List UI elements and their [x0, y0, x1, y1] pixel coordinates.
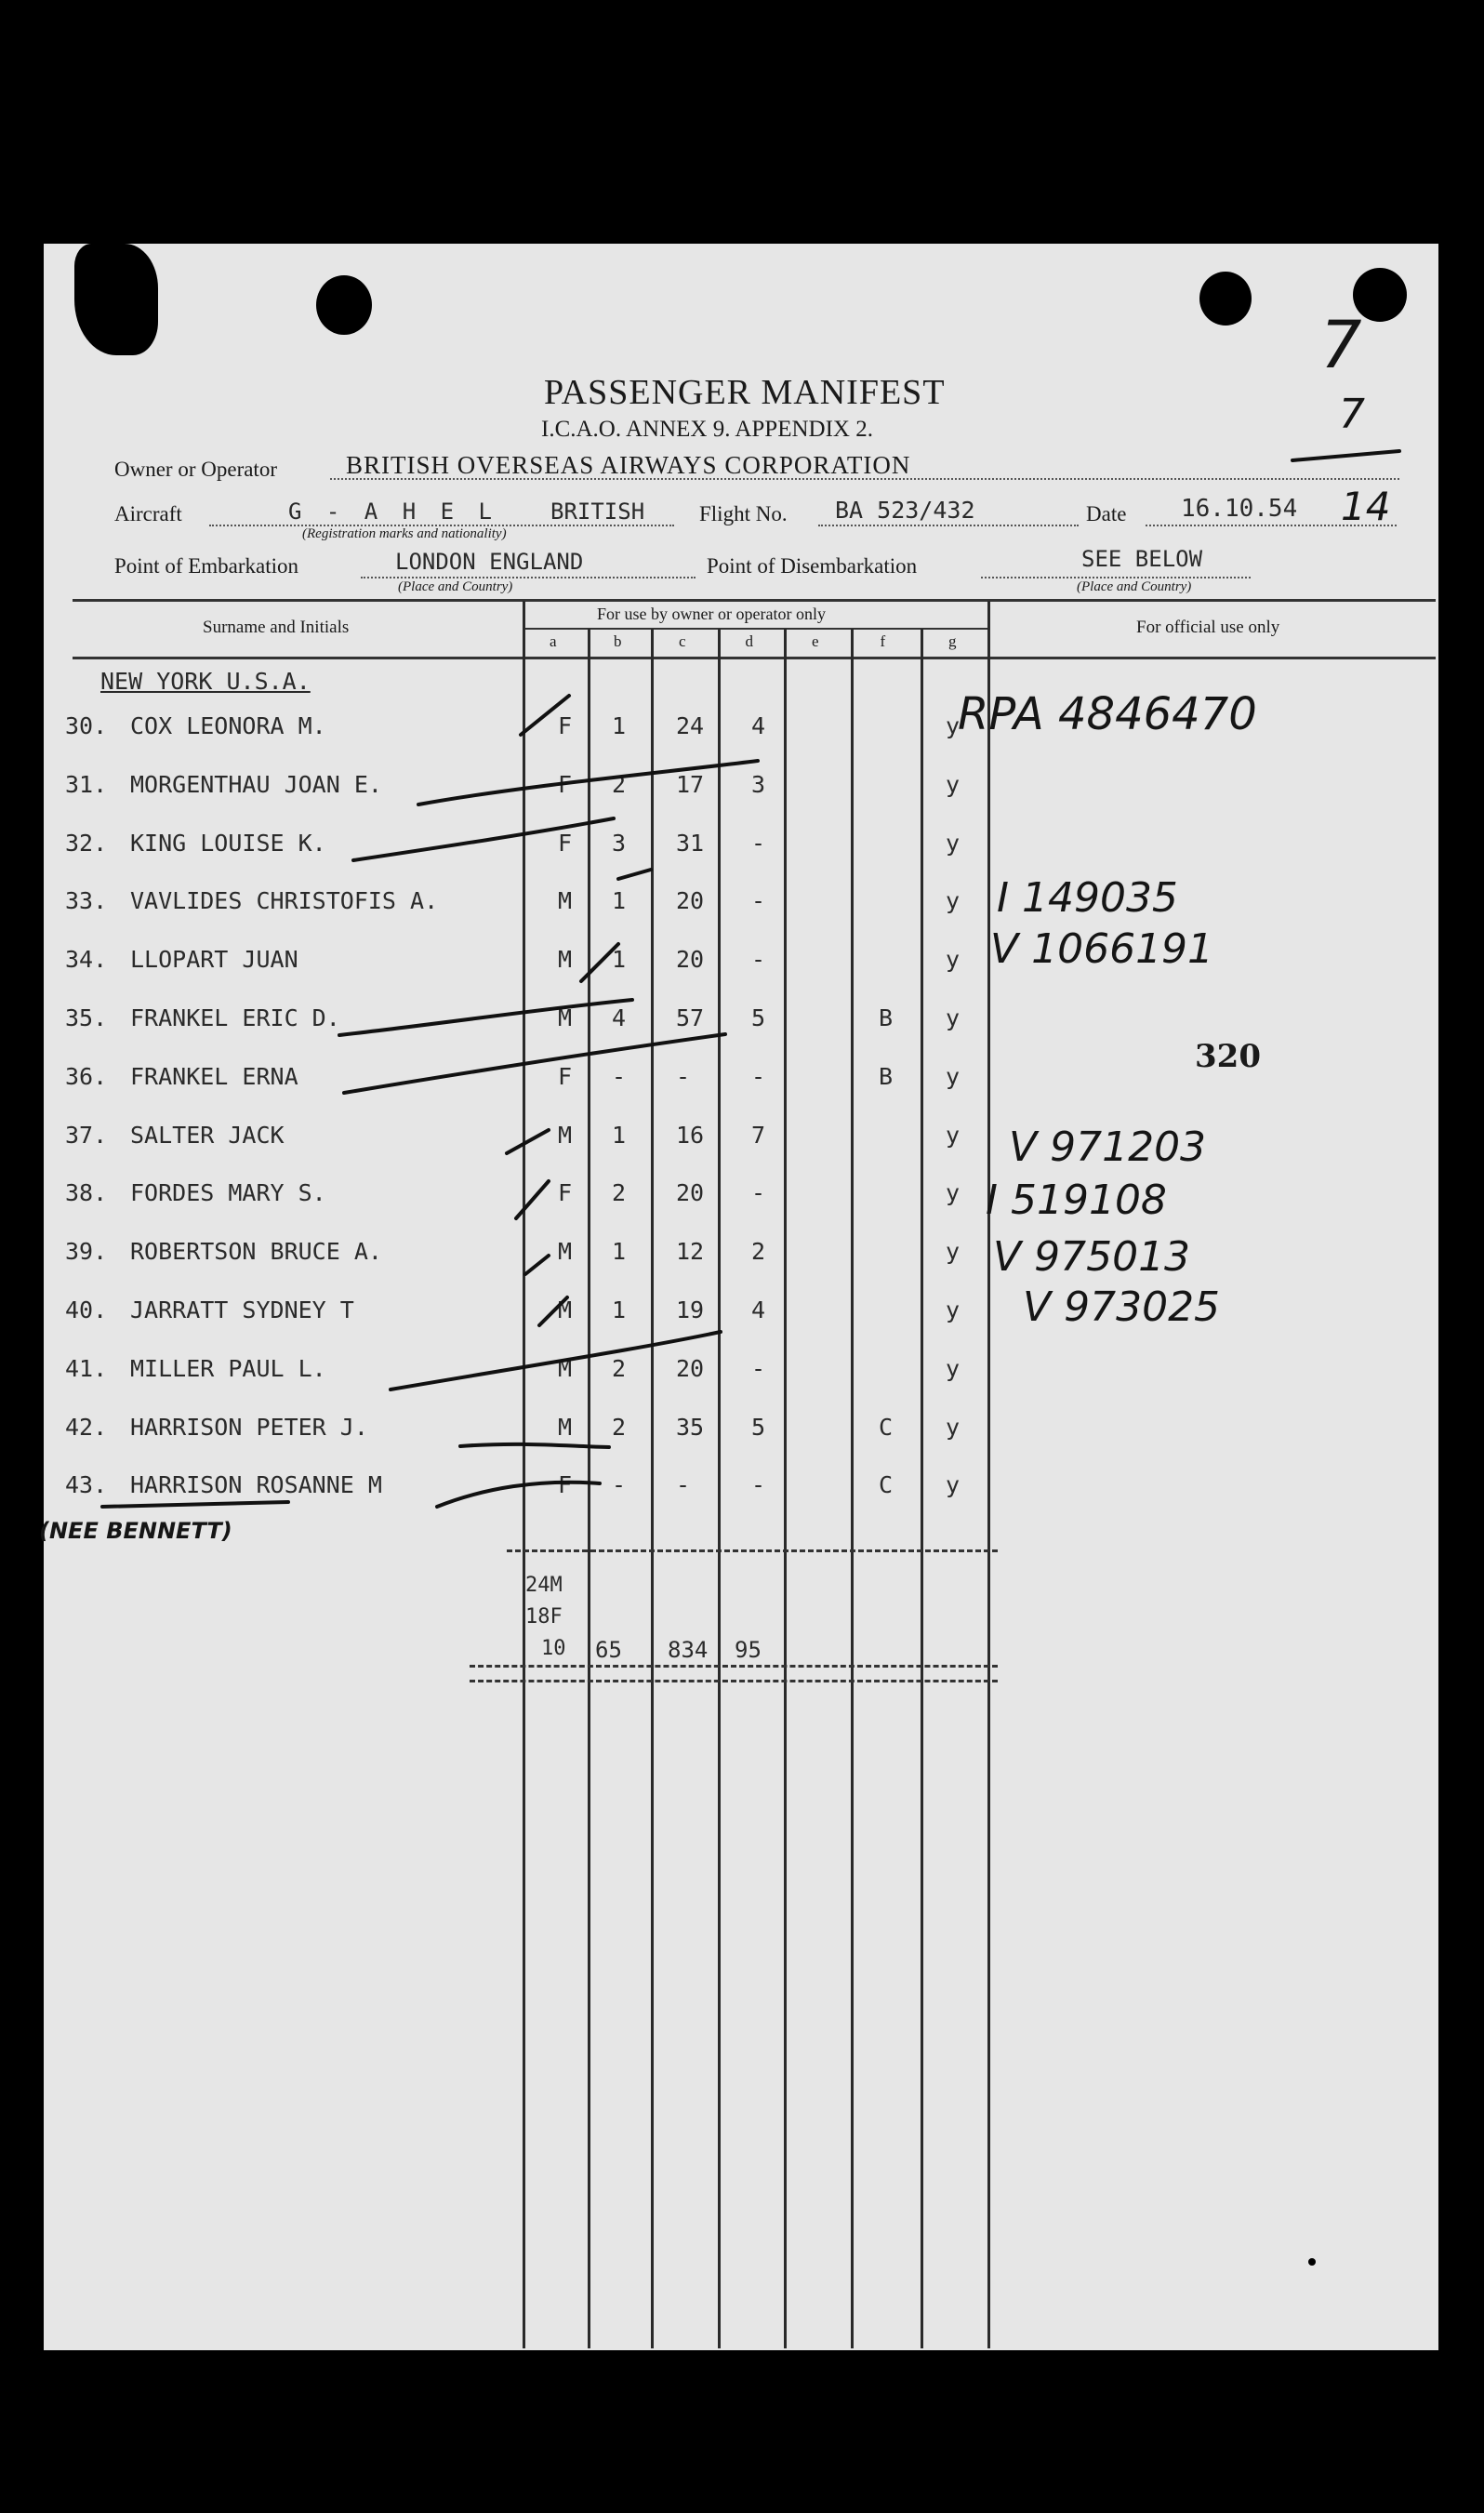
cell-d: 7	[751, 1122, 766, 1149]
row-number: 33.	[65, 887, 108, 914]
cell-b: 2	[612, 771, 627, 798]
date-label: Date	[1086, 502, 1127, 525]
passenger-name: JARRATT SYDNEY T	[130, 1296, 354, 1323]
passenger-name: COX LEONORA M.	[130, 712, 326, 739]
official-note-1: I 149035	[997, 874, 1178, 922]
passenger-name: SALTER JACK	[130, 1122, 285, 1149]
cell-d: 3	[751, 771, 766, 798]
column-surname: Surname and Initials	[203, 618, 350, 637]
official-note-3: V 971203	[1009, 1124, 1207, 1171]
cell-g: y	[946, 1179, 961, 1206]
cell-g: y	[946, 771, 961, 798]
flight-value: BA 523/432	[835, 497, 975, 524]
disembark-value: SEE BELOW	[1081, 546, 1203, 572]
cell-b: 3	[612, 830, 627, 857]
cell-g: y	[946, 887, 961, 914]
row-number: 30.	[65, 712, 108, 739]
row-number: 34.	[65, 946, 108, 973]
cell-b: -	[612, 1471, 627, 1498]
cell-g: y	[946, 1238, 961, 1265]
cell-g: y	[946, 830, 961, 857]
cell-sex: M	[558, 887, 573, 914]
cell-g: y	[946, 1355, 961, 1382]
cell-sex: F	[558, 771, 573, 798]
cell-d: -	[751, 1179, 766, 1206]
aircraft-label: Aircraft	[114, 502, 182, 525]
cell-c: 31	[676, 830, 705, 857]
row-number: 35.	[65, 1004, 108, 1031]
cell-b: 1	[612, 1296, 627, 1323]
cell-sex: F	[558, 1471, 573, 1498]
cell-sex: F	[558, 1063, 573, 1090]
embark-label: Point of Embarkation	[114, 554, 299, 578]
row-number: 32.	[65, 830, 108, 857]
cell-g: y	[946, 1414, 961, 1441]
cell-c: 20	[676, 1179, 705, 1206]
passenger-name: ROBERTSON BRUCE A.	[130, 1238, 382, 1265]
sub-column-f: f	[880, 632, 886, 650]
flight-label: Flight No.	[699, 502, 788, 525]
column-official: For official use only	[1136, 618, 1280, 637]
total-a: 10	[541, 1637, 566, 1660]
official-note-4: I 519108	[986, 1177, 1167, 1224]
cell-f: C	[879, 1414, 894, 1441]
cell-b: 2	[612, 1179, 627, 1206]
owner-label: Owner or Operator	[114, 458, 277, 481]
sub-column-c: c	[679, 632, 686, 650]
cell-g: y	[946, 1063, 961, 1090]
cell-g: y	[946, 1471, 961, 1498]
cell-sex: M	[558, 1004, 573, 1031]
cell-c: 20	[676, 887, 705, 914]
corner-mark-2: 7	[1339, 391, 1365, 438]
cell-b: 1	[612, 1122, 627, 1149]
sub-column-e: e	[812, 632, 819, 650]
cell-sex: M	[558, 1296, 573, 1323]
page-title: PASSENGER MANIFEST	[544, 373, 946, 412]
cell-d: 4	[751, 712, 766, 739]
row-number: 37.	[65, 1122, 108, 1149]
cell-g: y	[946, 1004, 961, 1031]
passenger-name: KING LOUISE K.	[130, 830, 326, 857]
cell-sex: F	[558, 830, 573, 857]
sub-column-d: d	[745, 632, 753, 650]
cell-sex: M	[558, 1355, 573, 1382]
cell-b: 2	[612, 1414, 627, 1441]
cell-f: B	[879, 1063, 894, 1090]
cell-c: 19	[676, 1296, 705, 1323]
cell-b: 1	[612, 1238, 627, 1265]
sub-column-b: b	[614, 632, 622, 650]
passenger-name: HARRISON PETER J.	[130, 1414, 368, 1441]
cell-b: 1	[612, 946, 627, 973]
total-males: 24M	[525, 1574, 563, 1597]
page-subtitle: I.C.A.O. ANNEX 9. APPENDIX 2.	[541, 417, 873, 442]
passenger-name: LLOPART JUAN	[130, 946, 298, 973]
cell-c: 17	[676, 771, 705, 798]
cell-b: -	[612, 1063, 627, 1090]
section-heading: NEW YORK U.S.A.	[100, 668, 311, 695]
cell-d: -	[751, 1355, 766, 1382]
cell-g: y	[946, 1296, 961, 1323]
passenger-name: VAVLIDES CHRISTOFIS A.	[130, 887, 439, 914]
cell-f: C	[879, 1471, 894, 1498]
cell-sex: F	[558, 1179, 573, 1206]
cell-d: 4	[751, 1296, 766, 1323]
total-c: 834	[668, 1637, 709, 1663]
row-number: 39.	[65, 1238, 108, 1265]
passenger-name: FRANKEL ERNA	[130, 1063, 298, 1090]
official-note-rpa: RPA 4846470	[958, 688, 1257, 740]
cell-b: 2	[612, 1355, 627, 1382]
cell-d: -	[751, 1471, 766, 1498]
cell-sex: M	[558, 1122, 573, 1149]
sub-column-g: g	[948, 632, 957, 650]
passenger-name: FRANKEL ERIC D.	[130, 1004, 340, 1031]
aircraft-nationality: BRITISH	[550, 499, 645, 525]
cell-sex: M	[558, 1238, 573, 1265]
cell-c: -	[676, 1063, 691, 1090]
row-number: 43.	[65, 1471, 108, 1498]
passenger-name: MILLER PAUL L.	[130, 1355, 326, 1382]
cell-c: -	[676, 1471, 691, 1498]
row-number: 42.	[65, 1414, 108, 1441]
sub-column-a: a	[550, 632, 557, 650]
passenger-name: MORGENTHAU JOAN E.	[130, 771, 382, 798]
row-number: 38.	[65, 1179, 108, 1206]
aircraft-note: (Registration marks and nationality)	[302, 526, 507, 541]
cell-sex: F	[558, 712, 573, 739]
total-females: 18F	[525, 1605, 563, 1629]
cell-d: -	[751, 887, 766, 914]
row-number: 41.	[65, 1355, 108, 1382]
passenger-name: FORDES MARY S.	[130, 1179, 326, 1206]
row-number: 36.	[65, 1063, 108, 1090]
total-d: 95	[735, 1637, 762, 1663]
official-note-6: V 973025	[1023, 1283, 1221, 1331]
column-owner-use: For use by owner or operator only	[597, 605, 826, 623]
aircraft-value: G - A H E L	[288, 499, 497, 525]
cell-c: 35	[676, 1414, 705, 1441]
cell-c: 20	[676, 1355, 705, 1382]
disembark-label: Point of Disembarkation	[707, 554, 918, 578]
cell-g: y	[946, 946, 961, 973]
official-note-320: 320	[1195, 1038, 1261, 1075]
cell-sex: M	[558, 946, 573, 973]
official-note-2: V 1066191	[990, 925, 1214, 973]
corner-mark-3: 14	[1341, 484, 1391, 529]
cell-d: -	[751, 830, 766, 857]
cell-d: 2	[751, 1238, 766, 1265]
corner-mark-1: 7	[1320, 307, 1362, 383]
cell-c: 20	[676, 946, 705, 973]
cell-c: 12	[676, 1238, 705, 1265]
cell-g: y	[946, 1122, 961, 1149]
maiden-name-note: (NEE BENNETT)	[39, 1518, 232, 1544]
speck	[1308, 2258, 1316, 2266]
cell-c: 16	[676, 1122, 705, 1149]
embark-value: LONDON ENGLAND	[395, 549, 584, 575]
passenger-name: HARRISON ROSANNE M	[130, 1471, 382, 1498]
cell-b: 1	[612, 887, 627, 914]
cell-d: 5	[751, 1004, 766, 1031]
date-value: 16.10.54	[1181, 495, 1298, 523]
row-number: 40.	[65, 1296, 108, 1323]
cell-c: 24	[676, 712, 705, 739]
owner-value: BRITISH OVERSEAS AIRWAYS CORPORATION	[346, 451, 911, 479]
total-b: 65	[595, 1637, 622, 1663]
cell-f: B	[879, 1004, 894, 1031]
cell-b: 4	[612, 1004, 627, 1031]
disembark-note: (Place and Country)	[1077, 579, 1192, 594]
row-number: 31.	[65, 771, 108, 798]
cell-d: 5	[751, 1414, 766, 1441]
cell-b: 1	[612, 712, 627, 739]
embark-note: (Place and Country)	[398, 579, 513, 594]
cell-c: 57	[676, 1004, 705, 1031]
official-note-5: V 975013	[993, 1233, 1191, 1281]
cell-d: -	[751, 946, 766, 973]
cell-g: y	[946, 712, 961, 739]
cell-d: -	[751, 1063, 766, 1090]
cell-sex: M	[558, 1414, 573, 1441]
